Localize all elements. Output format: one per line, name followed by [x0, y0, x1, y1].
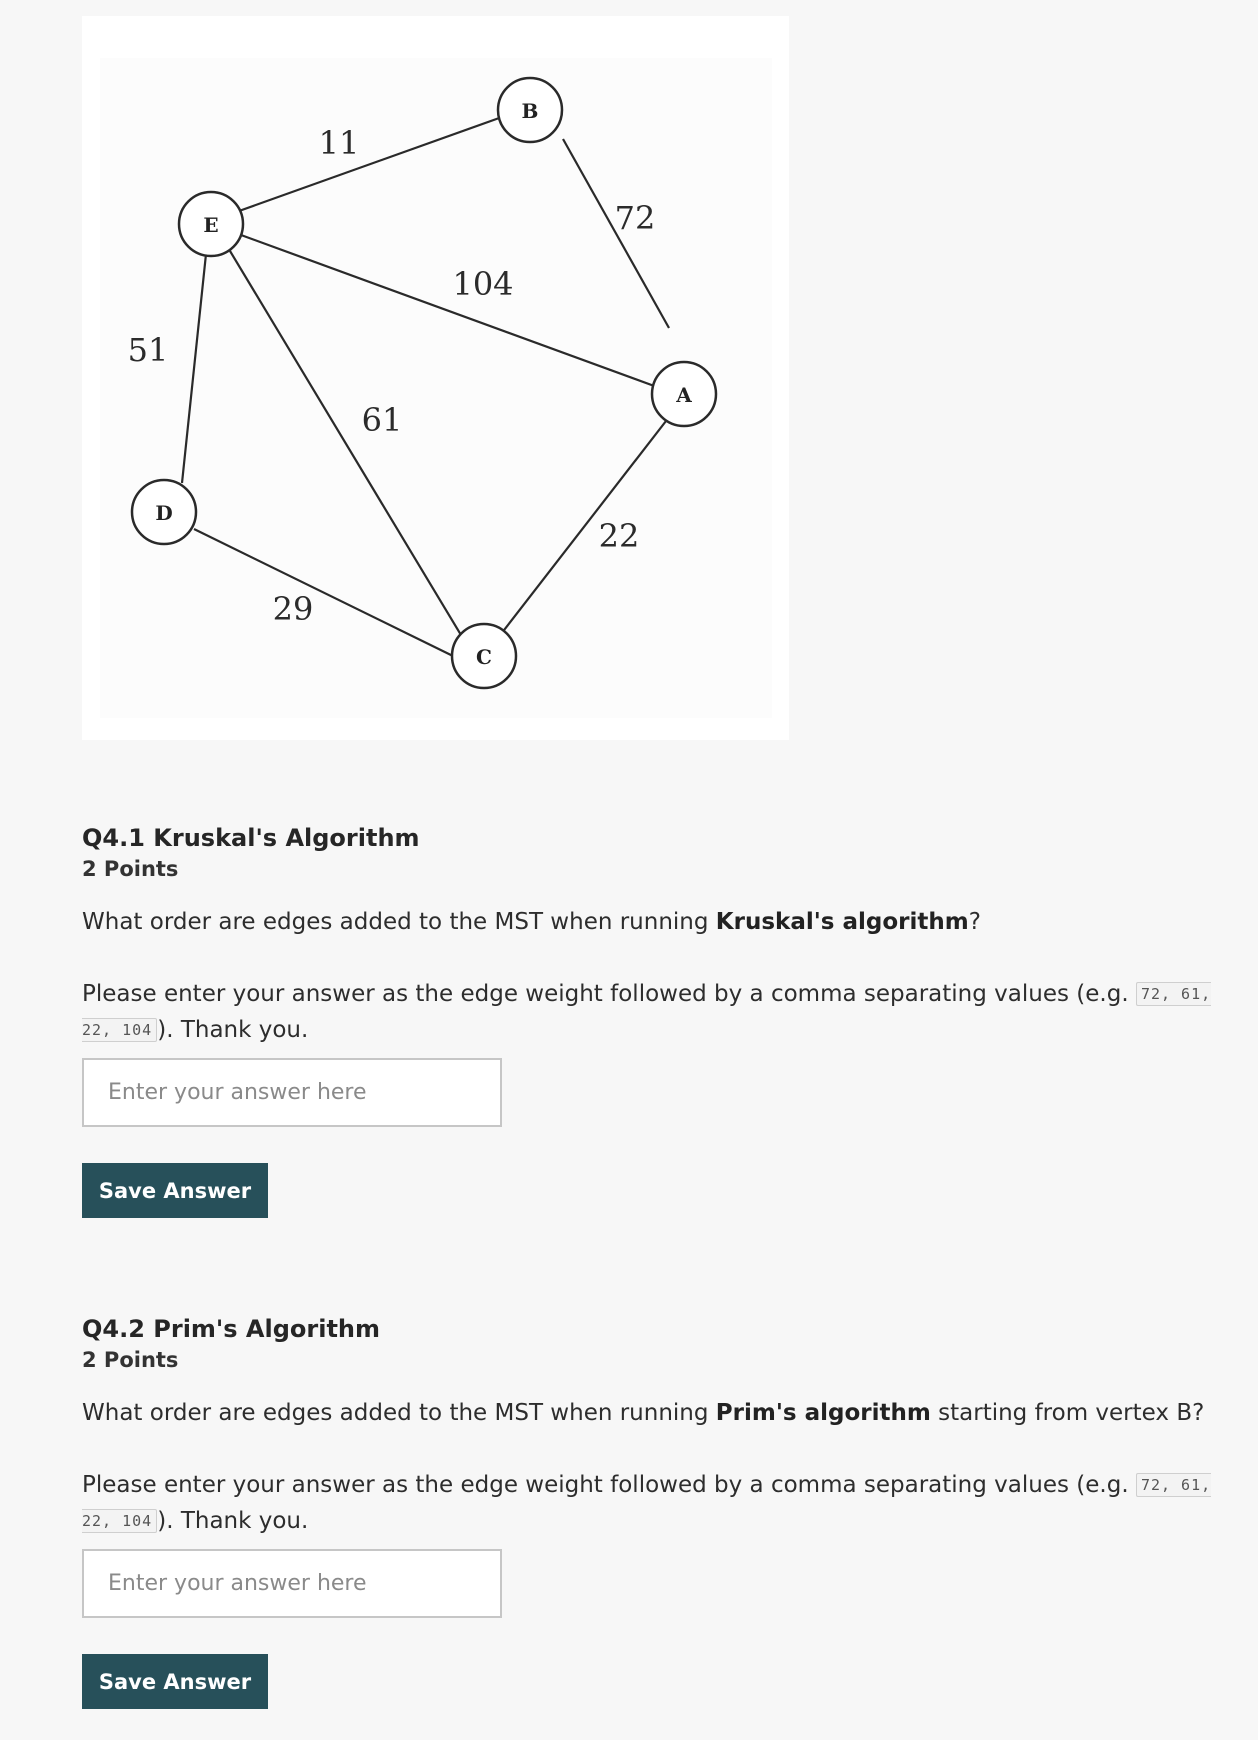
node-label-B: B: [521, 99, 539, 123]
save-answer-button[interactable]: Save Answer: [82, 1163, 268, 1218]
question-text-prefix: What order are edges added to the MST when running: [82, 1400, 716, 1426]
question-text-suffix: ?: [968, 909, 981, 935]
answer-instructions: [82, 1467, 1232, 1539]
node-label-C: C: [476, 645, 492, 669]
question-text-prefix: What order are edges added to the MST when running: [82, 909, 716, 935]
question-q4-1: [82, 822, 1232, 1218]
node-label-E: E: [203, 213, 219, 237]
question-points: 2 Points: [82, 1348, 179, 1372]
answer-input[interactable]: [82, 1058, 502, 1127]
weight-label-B-A: 72: [614, 199, 656, 237]
question-text: [82, 1395, 1232, 1431]
node-label-A: A: [676, 383, 692, 407]
weight-label-E-C: 61: [361, 401, 403, 439]
graph-figure: [82, 16, 789, 740]
instructions-suffix: ). Thank you.: [157, 1508, 309, 1534]
weight-label-E-A: 104: [452, 265, 514, 303]
question-title: Q4.2 Prim's Algorithm: [82, 1315, 381, 1343]
instructions-suffix: ). Thank you.: [157, 1017, 309, 1043]
answer-input[interactable]: [82, 1549, 502, 1618]
example-code: 72, 61, 22, 104: [82, 982, 1211, 1042]
node-label-D: D: [155, 501, 173, 525]
question-text-suffix: starting from vertex B?: [930, 1400, 1205, 1426]
question-text-emphasis: Kruskal's algorithm: [715, 909, 969, 935]
save-answer-button[interactable]: Save Answer: [82, 1654, 268, 1709]
question-points: 2 Points: [82, 857, 179, 881]
question-q4-2: [82, 1313, 1232, 1709]
question-text-emphasis: Prim's algorithm: [715, 1400, 931, 1426]
question-title: Q4.1 Kruskal's Algorithm: [82, 824, 420, 852]
answer-instructions: [82, 976, 1232, 1048]
instructions-prefix: Please enter your answer as the edge weight followed by a comma separating values (e.g.: [82, 1472, 1136, 1498]
instructions-prefix: Please enter your answer as the edge weight followed by a comma separating values (e.g.: [82, 981, 1136, 1007]
graph-diagram: [82, 16, 789, 740]
weight-label-E-D: 51: [127, 331, 169, 369]
example-code: 72, 61, 22, 104: [82, 1473, 1211, 1533]
weight-label-E-B: 11: [318, 124, 360, 162]
weight-label-D-C: 29: [272, 590, 314, 628]
weight-label-A-C: 22: [598, 517, 640, 555]
question-text: [82, 904, 1232, 940]
